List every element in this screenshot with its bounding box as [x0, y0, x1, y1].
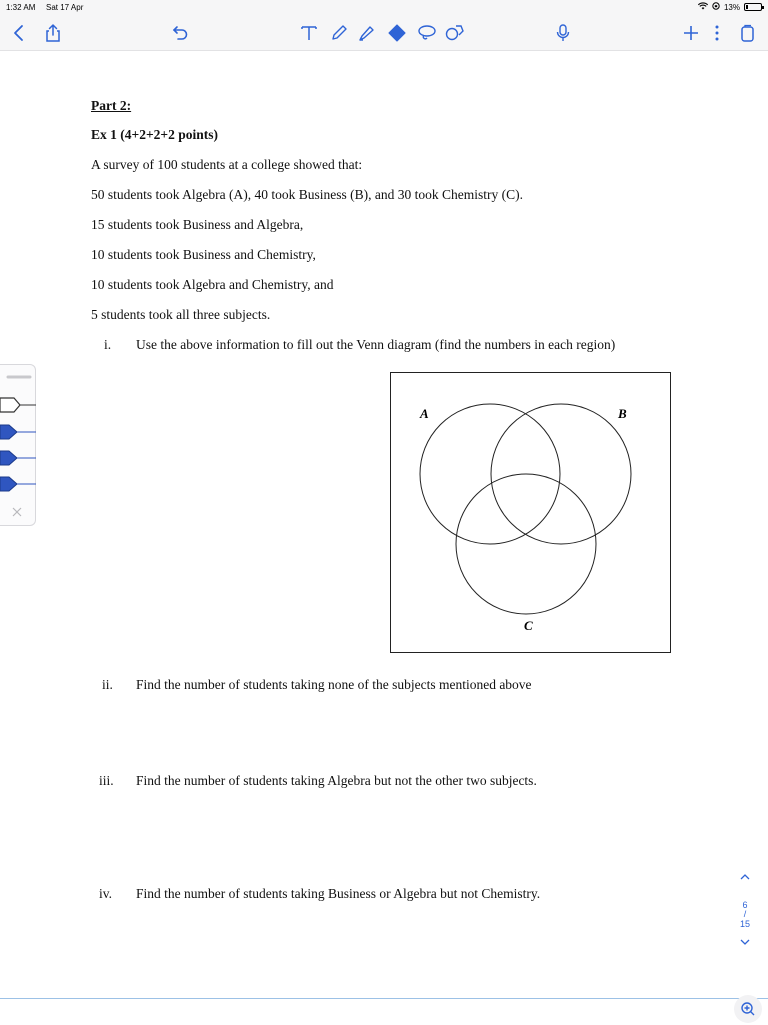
part-heading: Part 2:: [91, 98, 132, 113]
status-right: [698, 2, 762, 12]
venn-label-a: A: [420, 406, 429, 421]
status-bar: [0, 0, 768, 16]
pen-preset-blue-3[interactable]: [0, 477, 36, 491]
question-number: iii.: [99, 773, 114, 788]
zoom-button[interactable]: [734, 995, 762, 1023]
more-button[interactable]: [704, 20, 730, 46]
venn-circle-a: [420, 404, 560, 544]
pages-icon: [738, 23, 756, 43]
status-date: Sat 17 Apr: [46, 3, 84, 12]
text-line: 50 students took Algebra (A), 40 took Business (B), and 30 took Chemistry (C).: [91, 187, 523, 202]
pen-icon: [329, 23, 349, 43]
venn-label-b: B: [618, 406, 627, 421]
venn-universe-box: [391, 373, 671, 653]
microphone-button[interactable]: [550, 20, 576, 46]
chevron-down-icon: [739, 937, 751, 947]
wifi-icon: [698, 2, 708, 12]
question-number: iv.: [99, 886, 112, 901]
question-text: Find the number of students taking none of the subjects mentioned above: [136, 677, 532, 692]
microphone-icon: [554, 23, 572, 43]
text-line: 10 students took Algebra and Chemistry, and: [91, 277, 334, 292]
share-button[interactable]: [40, 20, 66, 46]
text-line: 10 students took Business and Chemistry,: [91, 247, 316, 262]
close-icon[interactable]: [13, 508, 21, 516]
page-up-button[interactable]: [730, 872, 760, 888]
zoom-in-icon: [740, 1001, 756, 1017]
venn-circle-c: [456, 474, 596, 614]
venn-circle-b: [491, 404, 631, 544]
status-time: 1:32 AM: [6, 3, 36, 12]
question-number: ii.: [102, 677, 113, 692]
undo-button[interactable]: [168, 20, 194, 46]
document-page[interactable]: [0, 51, 768, 998]
battery-percent: 13%: [723, 2, 740, 12]
back-button[interactable]: [6, 20, 32, 46]
undo-icon: [171, 23, 191, 43]
pages-button[interactable]: [734, 20, 760, 46]
exercise-title: Ex 1 (4+2+2+2 points): [91, 127, 218, 142]
orientation-lock-icon: [712, 2, 720, 12]
pen-tool-button[interactable]: [326, 20, 352, 46]
chevron-up-icon: [739, 872, 751, 882]
eraser-tool-button[interactable]: [384, 20, 410, 46]
more-icon: [713, 24, 721, 42]
current-page: 6: [742, 900, 748, 910]
pen-preset-blue-2[interactable]: [0, 451, 36, 465]
pen-preset-blue-1[interactable]: [0, 425, 36, 439]
text-line: 15 students took Business and Algebra,: [91, 217, 304, 232]
share-icon: [44, 23, 62, 43]
lasso-icon: [416, 23, 438, 43]
venn-diagram: [390, 372, 672, 654]
add-button[interactable]: [678, 20, 704, 46]
question-text: Use the above information to fill out the Venn diagram (find the numbers in each region): [136, 337, 616, 352]
plus-icon: [682, 24, 700, 42]
question-text: Find the number of students taking Business or Algebra but not Chemistry.: [136, 886, 541, 901]
tool-side-panel: [0, 364, 36, 526]
text-line: A survey of 100 students at a college showed that:: [91, 157, 363, 172]
question-text: Find the number of students taking Algebra but not the other two subjects.: [136, 773, 537, 788]
tool-palette: [0, 365, 36, 527]
bottom-bar: [0, 998, 768, 1025]
highlighter-icon: [357, 23, 377, 43]
highlighter-tool-button[interactable]: [354, 20, 380, 46]
eraser-icon: [386, 23, 408, 43]
page-down-button[interactable]: [730, 937, 760, 949]
chevron-left-icon: [12, 24, 26, 42]
pen-preset-outline[interactable]: [0, 398, 36, 412]
toolbar: [0, 16, 768, 51]
text-tool-button[interactable]: [296, 20, 322, 46]
venn-label-c: C: [524, 618, 533, 633]
text-tool-icon: [299, 23, 319, 43]
text-line: 5 students took all three subjects.: [91, 307, 271, 322]
total-pages: 15: [739, 919, 750, 929]
page-navigator: [730, 872, 760, 949]
lasso-tool-button[interactable]: [414, 20, 440, 46]
battery-icon: [744, 3, 762, 11]
shapes-tool-button[interactable]: [442, 20, 468, 46]
question-number: i.: [104, 337, 112, 352]
page-separator: /: [743, 909, 747, 919]
shapes-icon: [444, 23, 466, 43]
